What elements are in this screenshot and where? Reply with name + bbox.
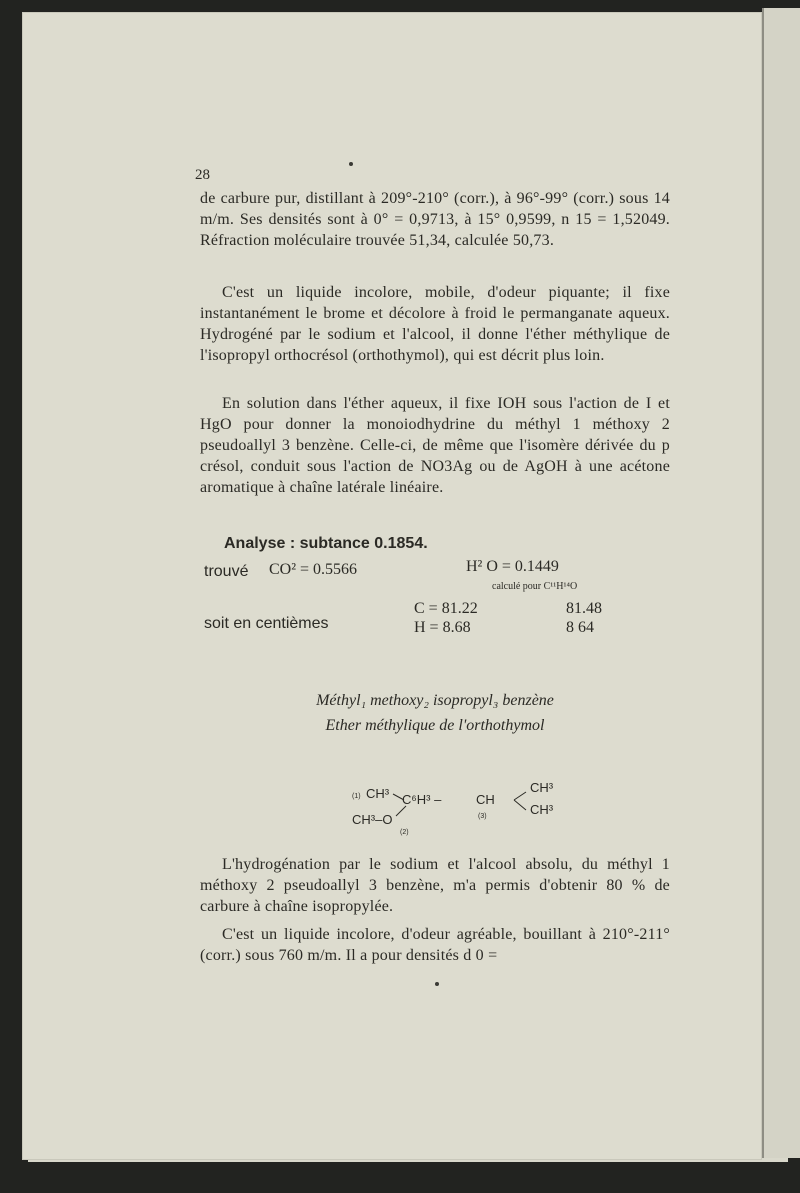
facing-page-edge xyxy=(762,8,800,1158)
pos3-label: (3) xyxy=(478,813,487,820)
book-page xyxy=(22,12,762,1160)
co2-value: CO² = 0.5566 xyxy=(269,561,358,578)
section-title-2: Ether méthylique de l'orthothymol xyxy=(325,717,545,734)
found-label: trouvé xyxy=(204,563,249,580)
ch3-top: CH³ xyxy=(366,786,390,801)
h-calc: 8 64 xyxy=(566,619,594,636)
pos2-label: (2) xyxy=(400,829,409,836)
h-found: H = 8.68 xyxy=(414,619,471,636)
ch-label: CH xyxy=(476,792,495,807)
calc-label: calculé pour C¹¹H¹⁴O xyxy=(492,581,578,592)
section-title-1: Méthyl₁ methoxy₂ isopropyl₃ benzène xyxy=(316,692,554,709)
c-calc: 81.48 xyxy=(566,600,602,617)
paragraph-5: C'est un liquide incolore, d'odeur agréable, bouillant à 210°-211° (corr.) sous 760 m/m. Il a pour densités d 0 = xyxy=(200,926,670,964)
paragraph-4: L'hydrogénation par le sodium et l'alcool absolu, du méthyl 1 méthoxy 2 pseudoallyl 3 benzène, m'a permis d'obtenir 80 % de carbure à chaîne isopropylée. xyxy=(200,856,670,915)
structural-formula xyxy=(352,782,592,842)
page-number: 28 xyxy=(195,167,210,183)
percent-label: soit en centièmes xyxy=(204,615,329,632)
ch3-right-2: CH³ xyxy=(530,802,554,817)
c-found: C = 81.22 xyxy=(414,600,478,617)
ch3-right-1: CH³ xyxy=(530,780,554,795)
och3-label: CH³–O xyxy=(352,812,393,827)
pos1-label: (1) xyxy=(352,793,361,800)
c6h3-label: C⁶H³ – xyxy=(402,792,442,807)
paragraph-3: En solution dans l'éther aqueux, il fixe IOH sous l'action de I et HgO pour donner la monoiodhydrine du méthyl 1 méthoxy 2 pseudoallyl 3 benzène. Celle-ci, de même que l'isomère dérivée du p crésol, conduit sous l'action de NO3Ag ou de AgOH à une acétone aromatique à chaîne latérale linéaire. xyxy=(200,395,670,496)
paragraph-2: C'est un liquide incolore, mobile, d'odeur piquante; il fixe instantanément le brome et décolore à froid le permanganate aqueux. Hydrogéné par le sodium et l'alcool, il donne l'éther méthylique de l'isopropyl orthocrésol (orthothymol), qui est décrit plus loin. xyxy=(200,284,670,364)
speck xyxy=(349,162,353,166)
paragraph-1: de carbure pur, distillant à 209°-210° (corr.), à 96°-99° (corr.) sous 14 m/m. Ses densités sont à 0° = 0,9713, à 15° 0,9599, n 15 = 1,52049. Réfraction moléculaire trouvée 51,34, calculée 50,73. xyxy=(200,190,670,249)
speck xyxy=(435,982,439,986)
analysis-header: Analyse : subtance 0.1854. xyxy=(224,535,428,552)
h2o-value: H² O = 0.1449 xyxy=(466,558,559,575)
